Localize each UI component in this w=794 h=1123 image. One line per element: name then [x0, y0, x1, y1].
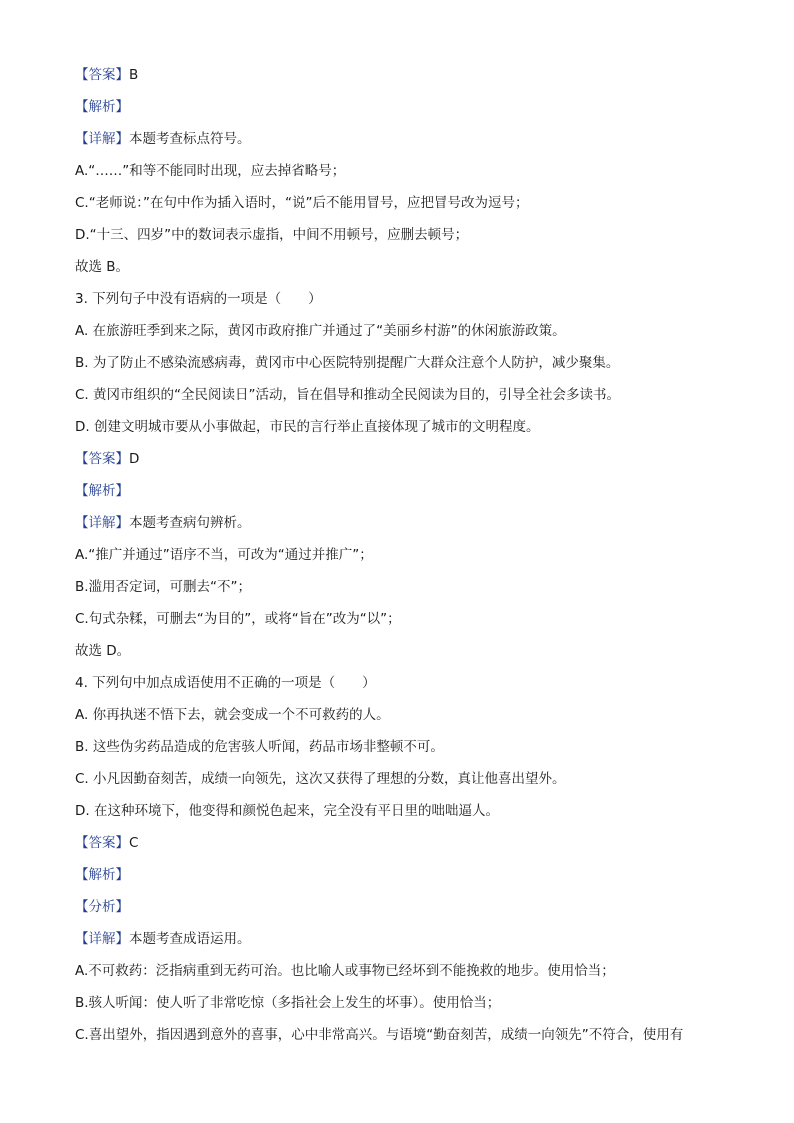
analysis-subheading: [75, 898, 725, 916]
detail-tag: 【详解】: [75, 931, 129, 947]
detail-tag: 【详解】: [75, 131, 129, 147]
analysis-tag: 【解析】: [75, 99, 129, 115]
answer-value: B: [129, 67, 139, 83]
option-line: A. 你再执迷不悟下去，就会变成一个不可救药的人。: [75, 707, 390, 723]
explanation-line: B.滥用否定词，可删去“不”；: [75, 579, 252, 595]
answer-line: [75, 834, 725, 852]
option-line: B. 为了防止不感染流感病毒，黄冈市中心医院特别提醒广大群众注意个人防护，减少聚集。: [75, 355, 620, 371]
conclusion-line: 故选 D。: [75, 643, 131, 659]
analysis-heading: [75, 98, 725, 116]
explanation-line: A.“……”和等不能同时出现，应去掉省略号；: [75, 163, 346, 179]
option-line: C. 小凡因勤奋刻苦，成绩一向领先，这次又获得了理想的分数，真让他喜出望外。: [75, 771, 566, 787]
option-line: B. 这些伪劣药品造成的危害骇人听闻，药品市场非整顿不可。: [75, 739, 444, 755]
explanation-line: A.不可救药：泛指病重到无药可治。也比喻人或事物已经坏到不能挽救的地步。使用恰当；: [75, 963, 615, 979]
answer-line: [75, 450, 725, 468]
explanation-line: C.句式杂糅，可删去“为目的”，或将“旨在”改为“以”；: [75, 611, 401, 627]
option-line: D. 在这种环境下，他变得和颜悦色起来，完全没有平日里的咄咄逼人。: [75, 803, 499, 819]
answer-tag: 【答案】: [75, 67, 129, 83]
answer-value: D: [129, 451, 140, 467]
explanation-line: A.“推广并通过”语序不当，可改为“通过并推广”；: [75, 547, 373, 563]
question-stem: 3. 下列句子中没有语病的一项是（ ）: [75, 291, 322, 307]
answer-tag: 【答案】: [75, 451, 129, 467]
answer-tag: 【答案】: [75, 835, 129, 851]
analysis-tag: 【解析】: [75, 867, 129, 883]
fenxi-tag: 【分析】: [75, 899, 129, 915]
answer-value: C: [129, 835, 139, 851]
question-stem: 4. 下列句中加点成语使用不正确的一项是（ ）: [75, 675, 376, 691]
explanation-line: C.“老师说：”在句中作为插入语时，“说”后不能用冒号，应把冒号改为逗号；: [75, 195, 529, 211]
conclusion-line: 故选 B。: [75, 259, 130, 275]
option-line: D. 创建文明城市要从小事做起，市民的言行举止直接体现了城市的文明程度。: [75, 419, 540, 435]
analysis-heading: [75, 482, 725, 500]
explanation-line: B.骇人听闻：使人听了非常吃惊（多指社会上发生的坏事）。使用恰当；: [75, 995, 501, 1011]
detail-line: 【详解】本题考查病句辨析。: [75, 515, 251, 531]
analysis-tag: 【解析】: [75, 483, 129, 499]
analysis-heading: [75, 866, 725, 884]
option-line: C. 黄冈市组织的“全民阅读日”活动，旨在倡导和推动全民阅读为目的，引导全社会多读书。: [75, 387, 620, 403]
detail-tag: 【详解】: [75, 515, 129, 531]
answer-line: [75, 66, 725, 84]
detail-line: 【详解】本题考查标点符号。: [75, 131, 251, 147]
detail-line: 【详解】本题考查成语运用。: [75, 931, 251, 947]
explanation-line: D.“十三、四岁”中的数词表示虚指，中间不用顿号，应删去顿号；: [75, 227, 469, 243]
option-line: A. 在旅游旺季到来之际，黄冈市政府推广并通过了“美丽乡村游”的休闲旅游政策。: [75, 323, 566, 339]
explanation-line: C.喜出望外，指因遇到意外的喜事，心中非常高兴。与语境“勤奋刻苦，成绩一向领先”不符合，使用有: [75, 1027, 684, 1043]
